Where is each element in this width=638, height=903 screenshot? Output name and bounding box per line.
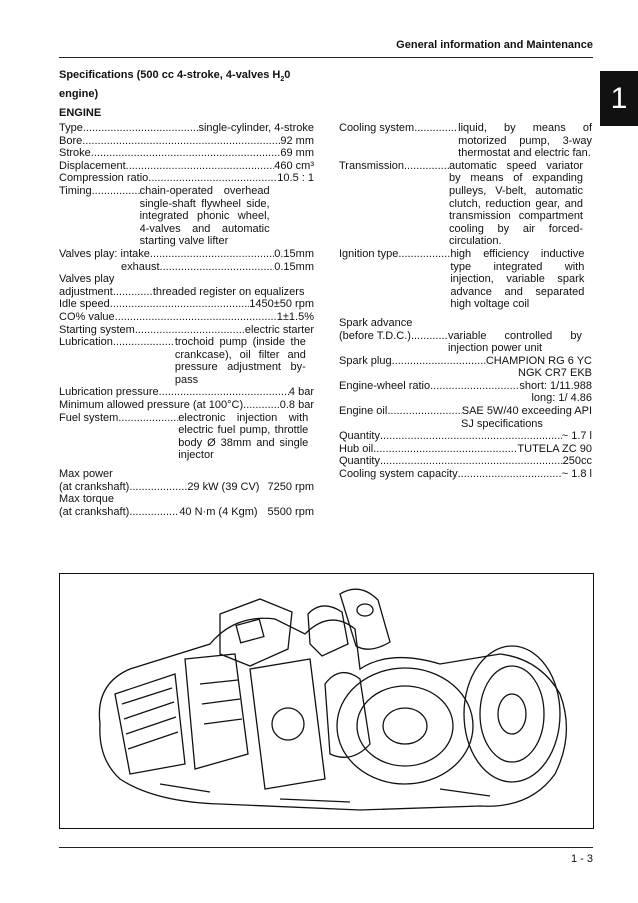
header-title: General information and Maintenance: [396, 39, 593, 51]
spec-stroke: [59, 147, 314, 160]
spec-valves-exhaust: [59, 261, 314, 274]
spec-label: (at crankshaft): [59, 480, 130, 493]
footer-rule: [59, 847, 593, 848]
spec-label: (at crankshaft): [59, 505, 130, 518]
spec-quantity-2: [339, 455, 592, 468]
spec-value: ~ 1.7 l: [561, 430, 592, 443]
spec-compression: [59, 172, 314, 185]
spec-transmission: [339, 160, 592, 248]
spec-max-torque: [59, 506, 314, 519]
spec-valves-adj: [59, 286, 314, 299]
spec-value: NGK CR7 EKB: [518, 367, 592, 380]
page-number: 1 - 3: [570, 853, 593, 865]
spec-heading: [59, 68, 317, 102]
spec-value: long: 1/ 4.86: [531, 392, 592, 405]
engine-drawing: [60, 574, 593, 828]
spec-label: Ignition type: [339, 247, 399, 260]
spec-lubrication: [59, 336, 314, 386]
spec-value: 40 N·m (4 Kgm): [179, 505, 258, 518]
spec-displacement: [59, 160, 314, 173]
spec-rpm: 5500 rpm: [267, 505, 314, 518]
spec-quantity-1: [339, 430, 592, 443]
spec-label: Engine-wheel ratio: [339, 379, 431, 392]
spec-label: Fuel system: [59, 411, 119, 424]
spec-value: 29 kW (39 CV): [187, 480, 260, 493]
spec-value: 10.5 : 1: [277, 172, 314, 185]
heading-sub: 2: [280, 76, 285, 84]
spec-value: 0.8 bar: [279, 399, 314, 412]
spec-label: Valves play: intake: [59, 247, 150, 260]
spec-value: 1450±50 rpm: [249, 298, 314, 311]
spec-label: exhaust: [121, 260, 160, 273]
spec-valves-intake: [59, 248, 314, 261]
spec-value: threaded register on equalizers: [152, 285, 305, 298]
spec-cooling: [339, 122, 592, 160]
spec-ignition: [339, 248, 592, 311]
engine-illustration: [59, 573, 594, 829]
spec-type: [59, 122, 314, 135]
spec-value: 0.15mm: [274, 260, 314, 273]
spec-spark-adv: [339, 330, 592, 355]
spec-value: electric starter: [244, 323, 314, 336]
right-spec-column: [339, 122, 592, 481]
engine-label: ENGINE: [59, 107, 102, 119]
spec-label: Lubrication: [59, 336, 113, 349]
spec-ratio-long: [339, 392, 592, 405]
spec-valves-adj-line1: Valves play: [59, 273, 115, 286]
heading-part-a: Specifications (500 cc 4-stroke, 4-valves H: [59, 69, 281, 81]
spec-label: (before T.D.C.): [339, 329, 411, 342]
spec-label: Stroke: [59, 147, 91, 160]
spec-value: CHAMPION RG 6 YC: [485, 354, 592, 367]
spec-value: SJ specifications: [461, 417, 543, 430]
spec-value: high efficiency inductive type integrated with injection, variable spark advance and separated high voltage coil: [450, 247, 585, 311]
spec-label: Cooling system capacity: [339, 468, 458, 481]
spec-label: Engine oil: [339, 405, 388, 418]
spec-value: chain-operated overhead single-shaft flywheel side, integrated phonic wheel, 4-valves and automatic starting valve lifter: [139, 184, 270, 248]
spec-value: 1±1.5%: [276, 310, 314, 323]
spec-label: Bore: [59, 134, 83, 147]
spec-spark-plug-alt: [339, 367, 592, 380]
spec-label: adjustment: [59, 285, 113, 298]
left-spec-column: [59, 122, 314, 518]
spec-value: 460 cm³: [274, 159, 314, 172]
spec-co: [59, 311, 314, 324]
spec-min-pressure: [59, 399, 314, 412]
spec-value: short: 1/11.988: [519, 379, 592, 392]
spec-value: automatic speed variator by means of expanding pulleys, V-belt, automatic clutch, reduction gear, and transmission compartment cooling by air forced-circulation.: [449, 159, 583, 248]
spec-max-power: [59, 481, 314, 494]
spec-value: 92 mm: [280, 134, 314, 147]
spec-value: SAE 5W/40 exceeding API: [461, 405, 592, 418]
spec-value: 69 mm: [280, 147, 314, 160]
spec-label: Spark plug: [339, 354, 392, 367]
spec-starting: [59, 324, 314, 337]
spec-rpm: 7250 rpm: [267, 480, 314, 493]
spec-idle: [59, 298, 314, 311]
spec-label: Quantity: [339, 455, 380, 468]
spec-value: single-cylinder, 4-stroke: [198, 122, 314, 134]
spec-spark-plug: [339, 355, 592, 368]
spec-bore: [59, 135, 314, 148]
spec-hub-oil: [339, 443, 592, 456]
spec-value: 4 bar: [288, 386, 314, 399]
spec-ratio: [339, 380, 592, 393]
spec-label: Compression ratio: [59, 172, 149, 185]
chapter-tab: 1: [600, 71, 638, 126]
spec-label: Starting system: [59, 323, 135, 336]
spec-label: CO% value: [59, 310, 115, 323]
heading-part-b: 0 engine): [59, 69, 291, 101]
spec-label: Transmission: [339, 159, 404, 172]
spec-timing: [59, 185, 314, 248]
spec-value: liquid, by means of motorized pump, 3-way thermostat and electric fan.: [458, 122, 592, 160]
spec-max-power-line1: Max power: [59, 468, 113, 481]
spec-value: TUTELA ZC 90: [517, 442, 592, 455]
spec-engine-oil-2: [339, 418, 592, 431]
spec-label: Type: [59, 122, 83, 134]
spec-label: Displacement: [59, 159, 126, 172]
spec-fuel: [59, 412, 314, 462]
spec-label: Minimum allowed pressure (at 100°C): [59, 399, 244, 412]
spec-value: variable controlled by injection power unit: [447, 329, 582, 355]
header-rule: [59, 57, 593, 58]
spec-max-torque-line1: Max torque: [59, 493, 115, 506]
spec-value: ~ 1.8 l: [561, 468, 592, 481]
spec-value: trochoid pump (inside the crankcase), oil filter and pressure adjustment by-pass: [174, 336, 306, 386]
spec-value: 250cc: [562, 455, 592, 468]
spec-label: Hub oil: [339, 442, 374, 455]
spec-label: Lubrication pressure: [59, 386, 159, 399]
spec-value: 0.15mm: [274, 247, 314, 260]
spec-label: Quantity: [339, 430, 380, 443]
spec-engine-oil: [339, 405, 592, 418]
spec-spark-adv-line1: Spark advance: [339, 316, 413, 329]
spec-label: Cooling system: [339, 122, 415, 134]
spec-cooling-capacity: [339, 468, 592, 481]
spec-value: electronic injection with electric fuel pump, throttle body Ø 38mm and single injector: [178, 411, 309, 462]
spec-label: Idle speed: [59, 298, 110, 311]
spec-label: Timing: [59, 184, 92, 197]
spec-lub-pressure: [59, 386, 314, 399]
